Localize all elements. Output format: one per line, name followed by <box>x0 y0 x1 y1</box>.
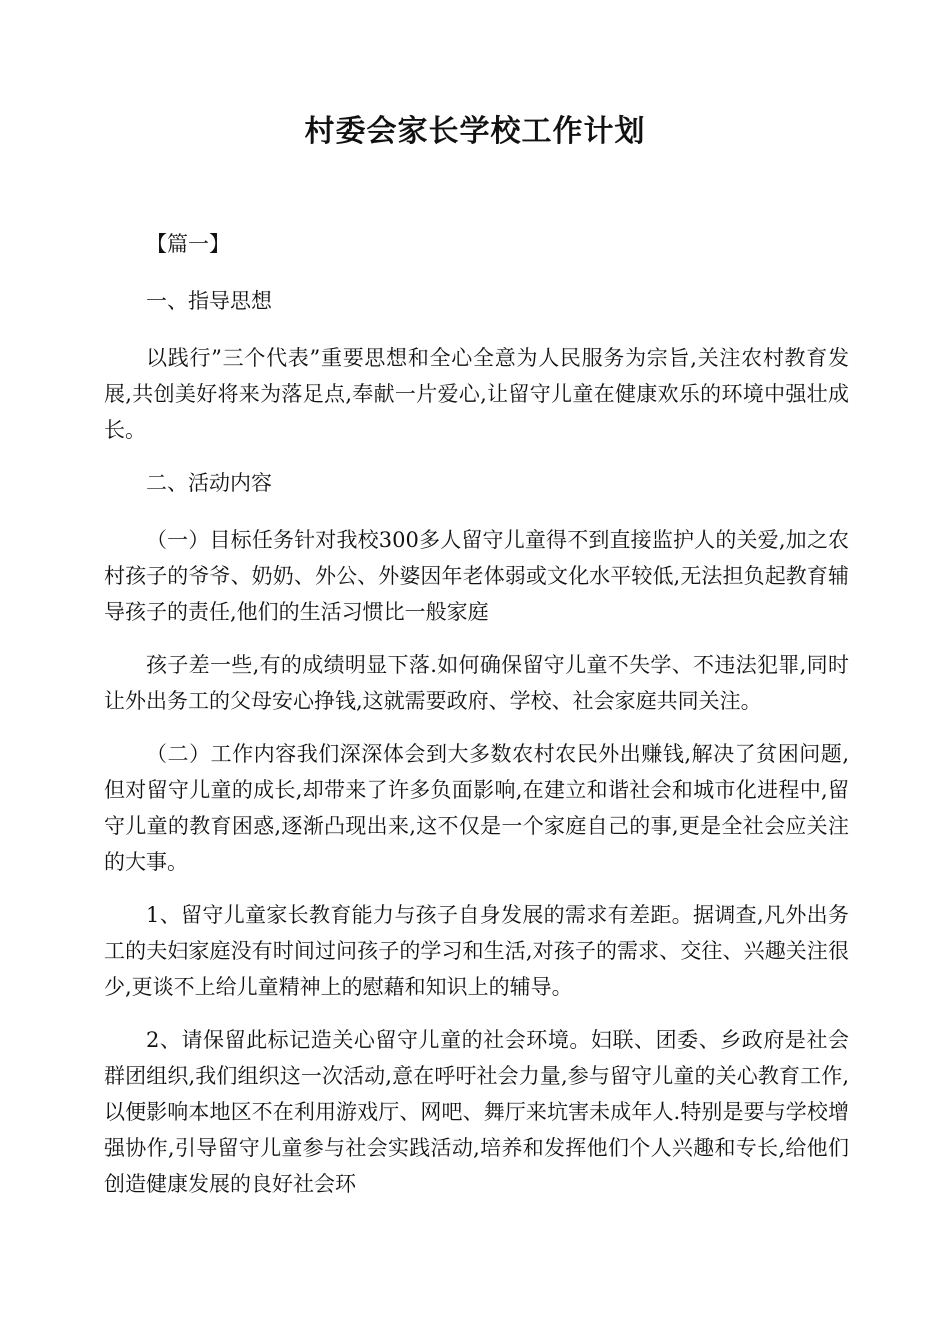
paragraph-item-1: 1、留守儿童家长教育能力与孩子自身发展的需求有差距。据调查,凡外出务工的夫妇家庭没有时间过问孩子的学习和生活,对孩子的需求、交往、兴趣关注很少,更谈不上给儿童精神上的慰藉和知识上的辅导。 <box>104 903 849 999</box>
paragraph-guiding-ideology: 以践行”三个代表”重要思想和全心全意为人民服务为宗旨,关注农村教育发展,共创美好将来为落足点,奉献一片爱心,让留守儿童在健康欢乐的环境中强壮成长。 <box>104 346 849 442</box>
paragraph-work-content: （二）工作内容我们深深体会到大多数农村农民外出赚钱,解决了贫困问题,但对留守儿童的成长,却带来了许多负面影响,在建立和谐社会和城市化进程中,留守儿童的教育困惑,逐渐凸现出来,这不仅是一个家庭自己的事,更是全社会应关注的大事。 <box>104 742 849 874</box>
paragraph-target-task: （一）目标任务针对我校300多人留守儿童得不到直接监护人的关爱,加之农村孩子的爷爷、奶奶、外公、外婆因年老体弱或文化水平较低,无法担负起教育辅导孩子的责任,他们的生活习惯比一般家庭 <box>104 528 849 624</box>
paragraph-target-task-continued: 孩子差一些,有的成绩明显下落.如何确保留守儿童不失学、不违法犯罪,同时让外出务工的父母安心挣钱,这就需要政府、学校、社会家庭共同关注。 <box>104 653 849 713</box>
document-title: 村委会家长学校工作计划 <box>304 114 646 149</box>
section-label: 【篇一】 <box>146 232 230 256</box>
heading-activity-content: 二、活动内容 <box>146 471 272 495</box>
paragraph-item-2: 2、请保留此标记造关心留守儿童的社会环境。妇联、团委、乡政府是社会群团组织,我们组织这一次活动,意在呼吁社会力量,参与留守儿童的关心教育工作,以便影响本地区不在利用游戏厅、网吧、舞厅来坑害未成年人.特别是要与学校增强协作,引导留守儿童参与社会实践活动,培养和发挥他们个人兴趣和专长,给他们创造健康发展的良好社会环 <box>104 1028 849 1196</box>
document-body <box>104 226 849 1219</box>
heading-guiding-ideology: 一、指导思想 <box>146 289 272 313</box>
